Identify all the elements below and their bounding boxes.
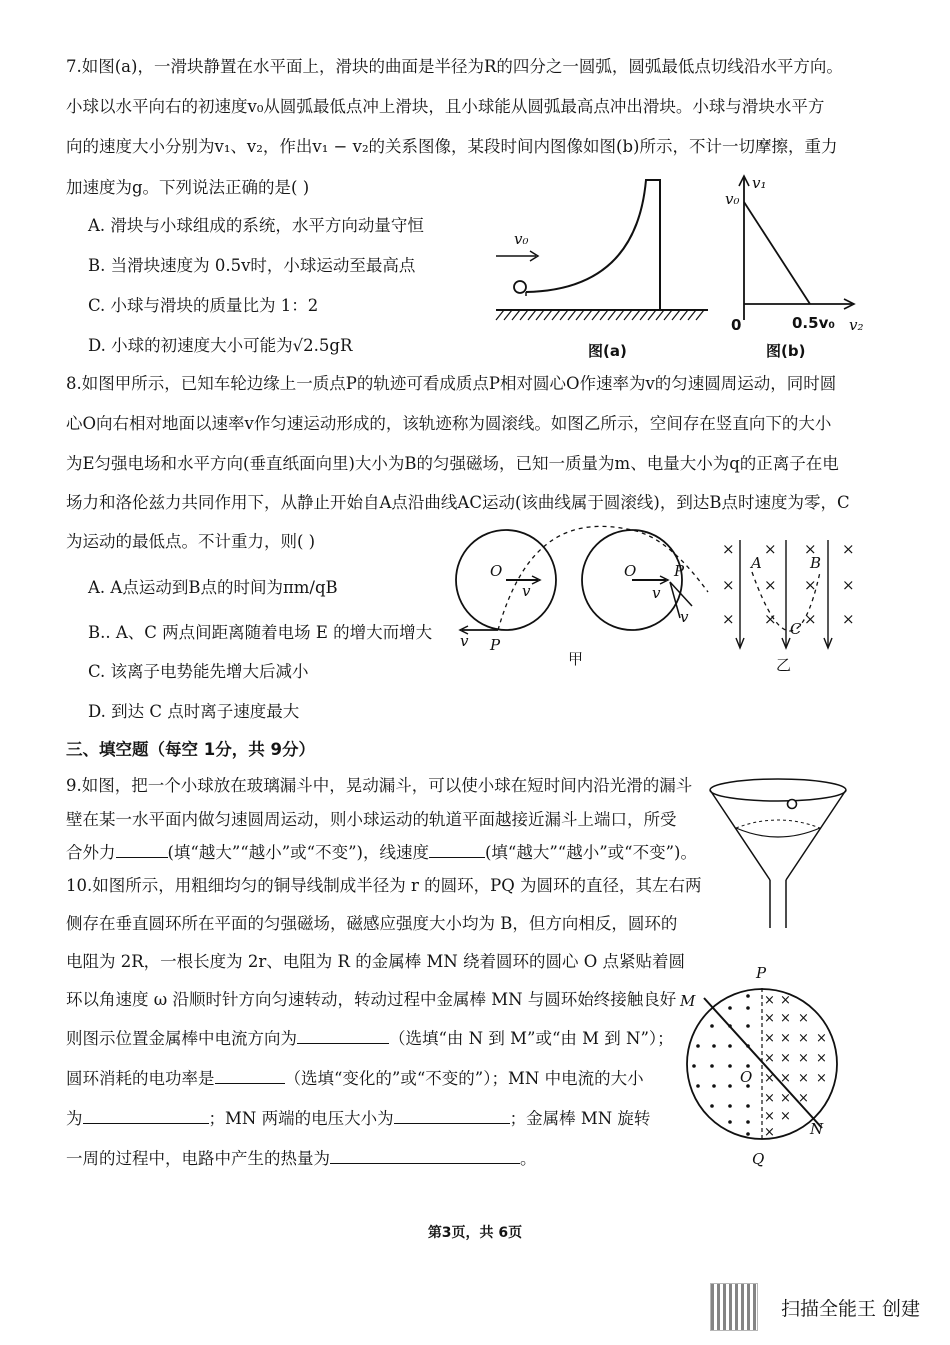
svg-text:×: × [764,993,775,1008]
svg-text:×: × [780,1091,791,1106]
fig-a-caption: 图(a) [588,342,627,360]
ring-P-label: P [756,964,767,982]
jia-P2-label: P [674,562,685,580]
q10-line7-part3: ；金属棒 MN 旋转 [509,1109,651,1128]
yi-A-label: A [751,554,762,572]
q9-blank-2[interactable] [429,841,485,858]
svg-text:×: × [764,1109,775,1124]
q10-ring-figure [676,960,856,1175]
jia-v2-label: v [652,584,661,602]
svg-text:×: × [764,1091,775,1106]
svg-text:×: × [798,1011,809,1026]
q9-line3 [66,841,697,865]
q10-line7 [66,1107,650,1131]
svg-text:×: × [764,1071,775,1086]
q8-line4: 场力和洛伦兹力共同作用下，从静止开始自A点沿曲线AC运动(该曲线属于圆滚线)，到达B点时速度为零，C [66,493,850,512]
ring-Q-label: Q [752,1150,765,1168]
q10-blank-3[interactable] [83,1107,209,1124]
yi-x-mark: × [842,540,855,558]
q10-line2: 侧存在垂直圆环所在平面的匀强磁场，磁感应强度大小均为 B，但方向相反，圆环的 [66,914,678,933]
q8-line5: 为运动的最低点。不计重力，则( ) [66,532,316,551]
fig-b-y-mark: v₀ [725,190,740,208]
q8-option-d: D. 到达 C 点时离子速度最大 [88,702,300,721]
q9-blank-1[interactable] [116,841,168,858]
jia-O2-label: O [624,562,637,580]
q8-option-c: C. 该离子电势能先增大后减小 [88,662,309,681]
q9-line1: 9.如图，把一个小球放在玻璃漏斗中，晃动漏斗，可以使小球在短时间内沿光滑的漏斗 [66,776,693,795]
q9-line2: 壁在某一水平面内做匀速圆周运动，则小球运动的轨道平面越接近漏斗上端口，所受 [66,810,677,829]
q7-figure-b [722,172,872,367]
yi-x-mark: × [804,610,817,628]
ring-N-label: N [810,1120,824,1138]
svg-text:×: × [764,1051,775,1066]
q8-figure-jia [446,532,716,672]
fig-b-x-mark: 0.5v₀ [792,314,835,332]
q8-figure-yi [718,538,858,678]
q10-line8-part1: 一周的过程中，电路中产生的热量为 [66,1149,330,1168]
svg-text:×: × [780,1071,791,1086]
svg-text:×: × [798,1031,809,1046]
q7-line3: 向的速度大小分别为v₁、v₂，作出v₁ − v₂的关系图像，某段时间内图像如图(b)所示，不计一切摩擦，重力 [66,137,838,156]
fig-b-y-axis-label: v₁ [752,174,767,192]
q10-line4: 环以角速度 ω 沿顺时针方向匀速转动，转动过程中金属棒 MN 与圆环始终接触良好 [66,990,677,1009]
q10-line5 [66,1027,674,1051]
q7-option-c: C. 小球与滑块的质量比为 1：2 [88,296,319,315]
svg-text:×: × [816,1031,827,1046]
svg-text:×: × [764,1125,775,1140]
q7-line4: 加速度为g。下列说法正确的是( ) [66,178,310,197]
q10-line1: 10.如图所示，用粗细均匀的铜导线制成半径为 r 的圆环，PQ 为圆环的直径，其左右两 [66,876,702,895]
q7-option-d: D. 小球的初速度大小可能为√2.5gR [88,336,353,355]
q9-line3-part3: (填“越大”“越小”或“不变”)。 [485,843,697,862]
q10-line5-part1: 则图示位置金属棒中电流方向为 [66,1029,297,1048]
ring-M-label: M [680,992,696,1010]
yi-x-mark: × [764,610,777,628]
q9-funnel-figure [700,776,870,936]
section-3-heading: 三、填空题（每空 1分，共 9分） [66,740,315,759]
yi-x-mark: × [804,576,817,594]
yi-x-mark: × [842,610,855,628]
q8-line3: 为E匀强电场和水平方向(垂直纸面向里)大小为B的匀强磁场，已知一质量为m、电量大小为q的正离子在电 [66,454,839,473]
jia-v1-label: v [522,582,531,600]
q7-figure-a [486,172,716,367]
jia-v3-label: v [460,632,469,650]
svg-text:×: × [780,1051,791,1066]
q7-line1: 7.如图(a)，一滑块静置在水平面上，滑块的曲面是半径为R的四分之一圆弧，圆弧最低点切线沿水平方向。 [66,57,843,76]
ring-O-label: O [740,1068,753,1086]
svg-text:×: × [780,1109,791,1124]
jia-P1-label: P [490,636,501,654]
jia-caption: 甲 [568,650,584,668]
q10-line8 [66,1147,537,1171]
q8-option-b: B.. A、C 两点间距离随着电场 E 的增大而增大 [88,623,433,642]
q8-line2: 心O向右相对地面以速率v作匀速运动形成的，该轨迹称为圆滚线。如图乙所示，空间存在竖直向下的大小 [66,414,832,433]
q10-blank-1[interactable] [297,1027,389,1044]
scanner-watermark: 扫描全能王 创建 [780,1298,920,1320]
jia-v4-label: v [680,608,689,626]
page-footer: 第3页，共 6页 [427,1225,523,1241]
q10-blank-2[interactable] [215,1067,285,1084]
svg-text:×: × [780,1031,791,1046]
q10-line6 [66,1067,644,1091]
q8-line1: 8.如图甲所示，已知车轮边缘上一质点P的轨迹可看成质点P相对圆心O作速率为v的匀速圆周运动，同时圆 [66,374,837,393]
yi-x-mark: × [842,576,855,594]
svg-text:×: × [780,1011,791,1026]
q9-line3-part1: 合外力 [66,843,116,862]
fig-a-v0-label: v₀ [514,230,529,248]
yi-x-mark: × [722,540,735,558]
q10-blank-5[interactable] [330,1147,520,1164]
q10-line8-part2: 。 [520,1149,537,1168]
magnetic-field-crosses [764,993,827,1140]
yi-caption: 乙 [776,656,792,674]
svg-text:×: × [816,1051,827,1066]
q7-option-a: A. 滑块与小球组成的系统，水平方向动量守恒 [88,216,424,235]
q10-line6-part2: （选填“变化的”或“不变的”）；MN 中电流的大小 [284,1069,644,1088]
svg-text:×: × [764,1031,775,1046]
yi-B-label: B [810,554,822,572]
yi-x-mark: × [722,610,735,628]
svg-text:×: × [798,1071,809,1086]
q10-line7-part2: ；MN 两端的电压大小为 [208,1109,394,1128]
q10-line5-part2: （选填“由 N 到 M”或“由 M 到 N”）； [389,1029,674,1048]
q8-option-a: A. A点运动到B点的时间为πm/qB [88,578,338,597]
yi-x-mark: × [764,540,777,558]
fig-b-origin: 0 [731,316,742,334]
q7-option-b: B. 当滑块速度为 0.5v时，小球运动至最高点 [88,256,416,275]
yi-x-mark: × [764,576,777,594]
q10-line7-part1: 为 [66,1109,83,1128]
qr-code-icon [710,1283,758,1331]
q10-blank-4[interactable] [394,1107,510,1124]
yi-x-mark: × [804,540,817,558]
svg-text:×: × [780,993,791,1008]
q9-line3-part2: (填“越大”“越小”或“不变”)，线速度 [167,843,429,862]
svg-text:×: × [816,1071,827,1086]
fig-b-caption: 图(b) [766,342,806,360]
q7-line2: 小球以水平向右的初速度v₀从圆弧最低点冲上滑块，且小球能从圆弧最高点冲出滑块。小球与滑块水平方 [66,97,825,116]
svg-text:×: × [798,1091,809,1106]
q10-line6-part1: 圆环消耗的电功率是 [66,1069,215,1088]
jia-O1-label: O [490,562,503,580]
yi-C-label: C [790,620,802,638]
q10-line3: 电阻为 2R，一根长度为 2r、电阻为 R 的金属棒 MN 绕着圆环的圆心 O 点紧贴着圆 [66,952,686,971]
svg-text:×: × [764,1011,775,1026]
yi-x-mark: × [722,576,735,594]
svg-text:×: × [798,1051,809,1066]
fig-b-x-axis-label: v₂ [849,316,864,334]
